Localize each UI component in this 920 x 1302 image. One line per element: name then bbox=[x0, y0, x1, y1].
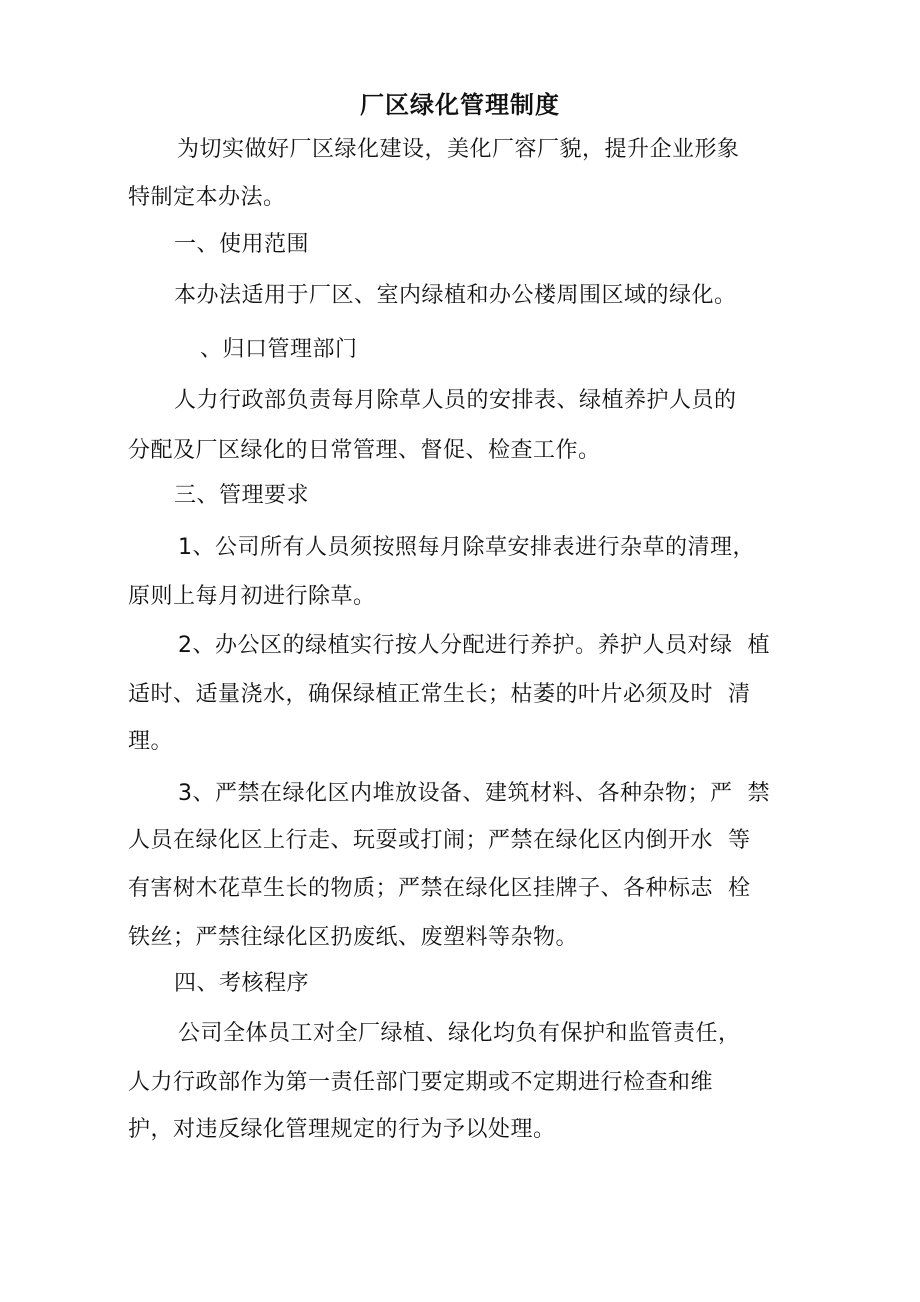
requirement-1-line-2: 原则上每月初进行除草。 bbox=[128, 584, 376, 609]
scope-paragraph: 本办法适用于厂区、室内绿植和办公楼周围区域的绿化。 bbox=[174, 283, 737, 308]
assessment-paragraph-line-3: 护，对违反绿化管理规定的行为予以处理。 bbox=[128, 1117, 556, 1142]
document-title: 厂区绿化管理制度 bbox=[360, 91, 560, 119]
intro-line-1: 为切实做好厂区绿化建设，美化厂容厂貌，提升企业形象 bbox=[177, 137, 740, 162]
requirement-3-line-1: 3、严禁在绿化区内堆放设备、建筑材料、各种杂物；严 禁 bbox=[178, 781, 770, 806]
requirement-2-line-3: 理。 bbox=[128, 729, 174, 754]
intro-line-2: 特制定本办法。 bbox=[128, 185, 286, 210]
section-heading-requirements: 三、管理要求 bbox=[174, 483, 310, 508]
section-heading-department: 、归口管理部门 bbox=[200, 337, 358, 362]
requirement-2-line-2: 适时、适量浇水，确保绿植正常生长；枯萎的叶片必须及时 清 bbox=[128, 682, 751, 707]
section-heading-scope: 一、使用范围 bbox=[174, 232, 310, 257]
requirement-3-line-4: 铁丝；严禁往绿化区扔废纸、废塑料等杂物。 bbox=[128, 925, 579, 950]
assessment-paragraph-line-2: 人力行政部作为第一责任部门要定期或不定期进行检查和维 bbox=[128, 1070, 714, 1095]
requirement-2-line-1: 2、办公区的绿植实行按人分配进行养护。养护人员对绿 植 bbox=[178, 633, 770, 658]
department-paragraph-line-2: 分配及厂区绿化的日常管理、督促、检查工作。 bbox=[128, 438, 601, 463]
requirement-1-line-1: 1、公司所有人员须按照每月除草安排表进行杂草的清理， bbox=[178, 535, 755, 560]
assessment-paragraph-line-1: 公司全体员工对全厂绿植、绿化均负有保护和监管责任， bbox=[178, 1021, 741, 1046]
requirement-3-line-3: 有害树木花草生长的物质；严禁在绿化区挂牌子、各种标志 栓 bbox=[128, 876, 751, 901]
requirement-3-line-2: 人员在绿化区上行走、玩耍或打闹；严禁在绿化区内倒开水 等 bbox=[128, 828, 751, 853]
section-heading-assessment: 四、考核程序 bbox=[174, 971, 310, 996]
department-paragraph-line-1: 人力行政部负责每月除草人员的安排表、绿植养护人员的 bbox=[174, 388, 737, 413]
